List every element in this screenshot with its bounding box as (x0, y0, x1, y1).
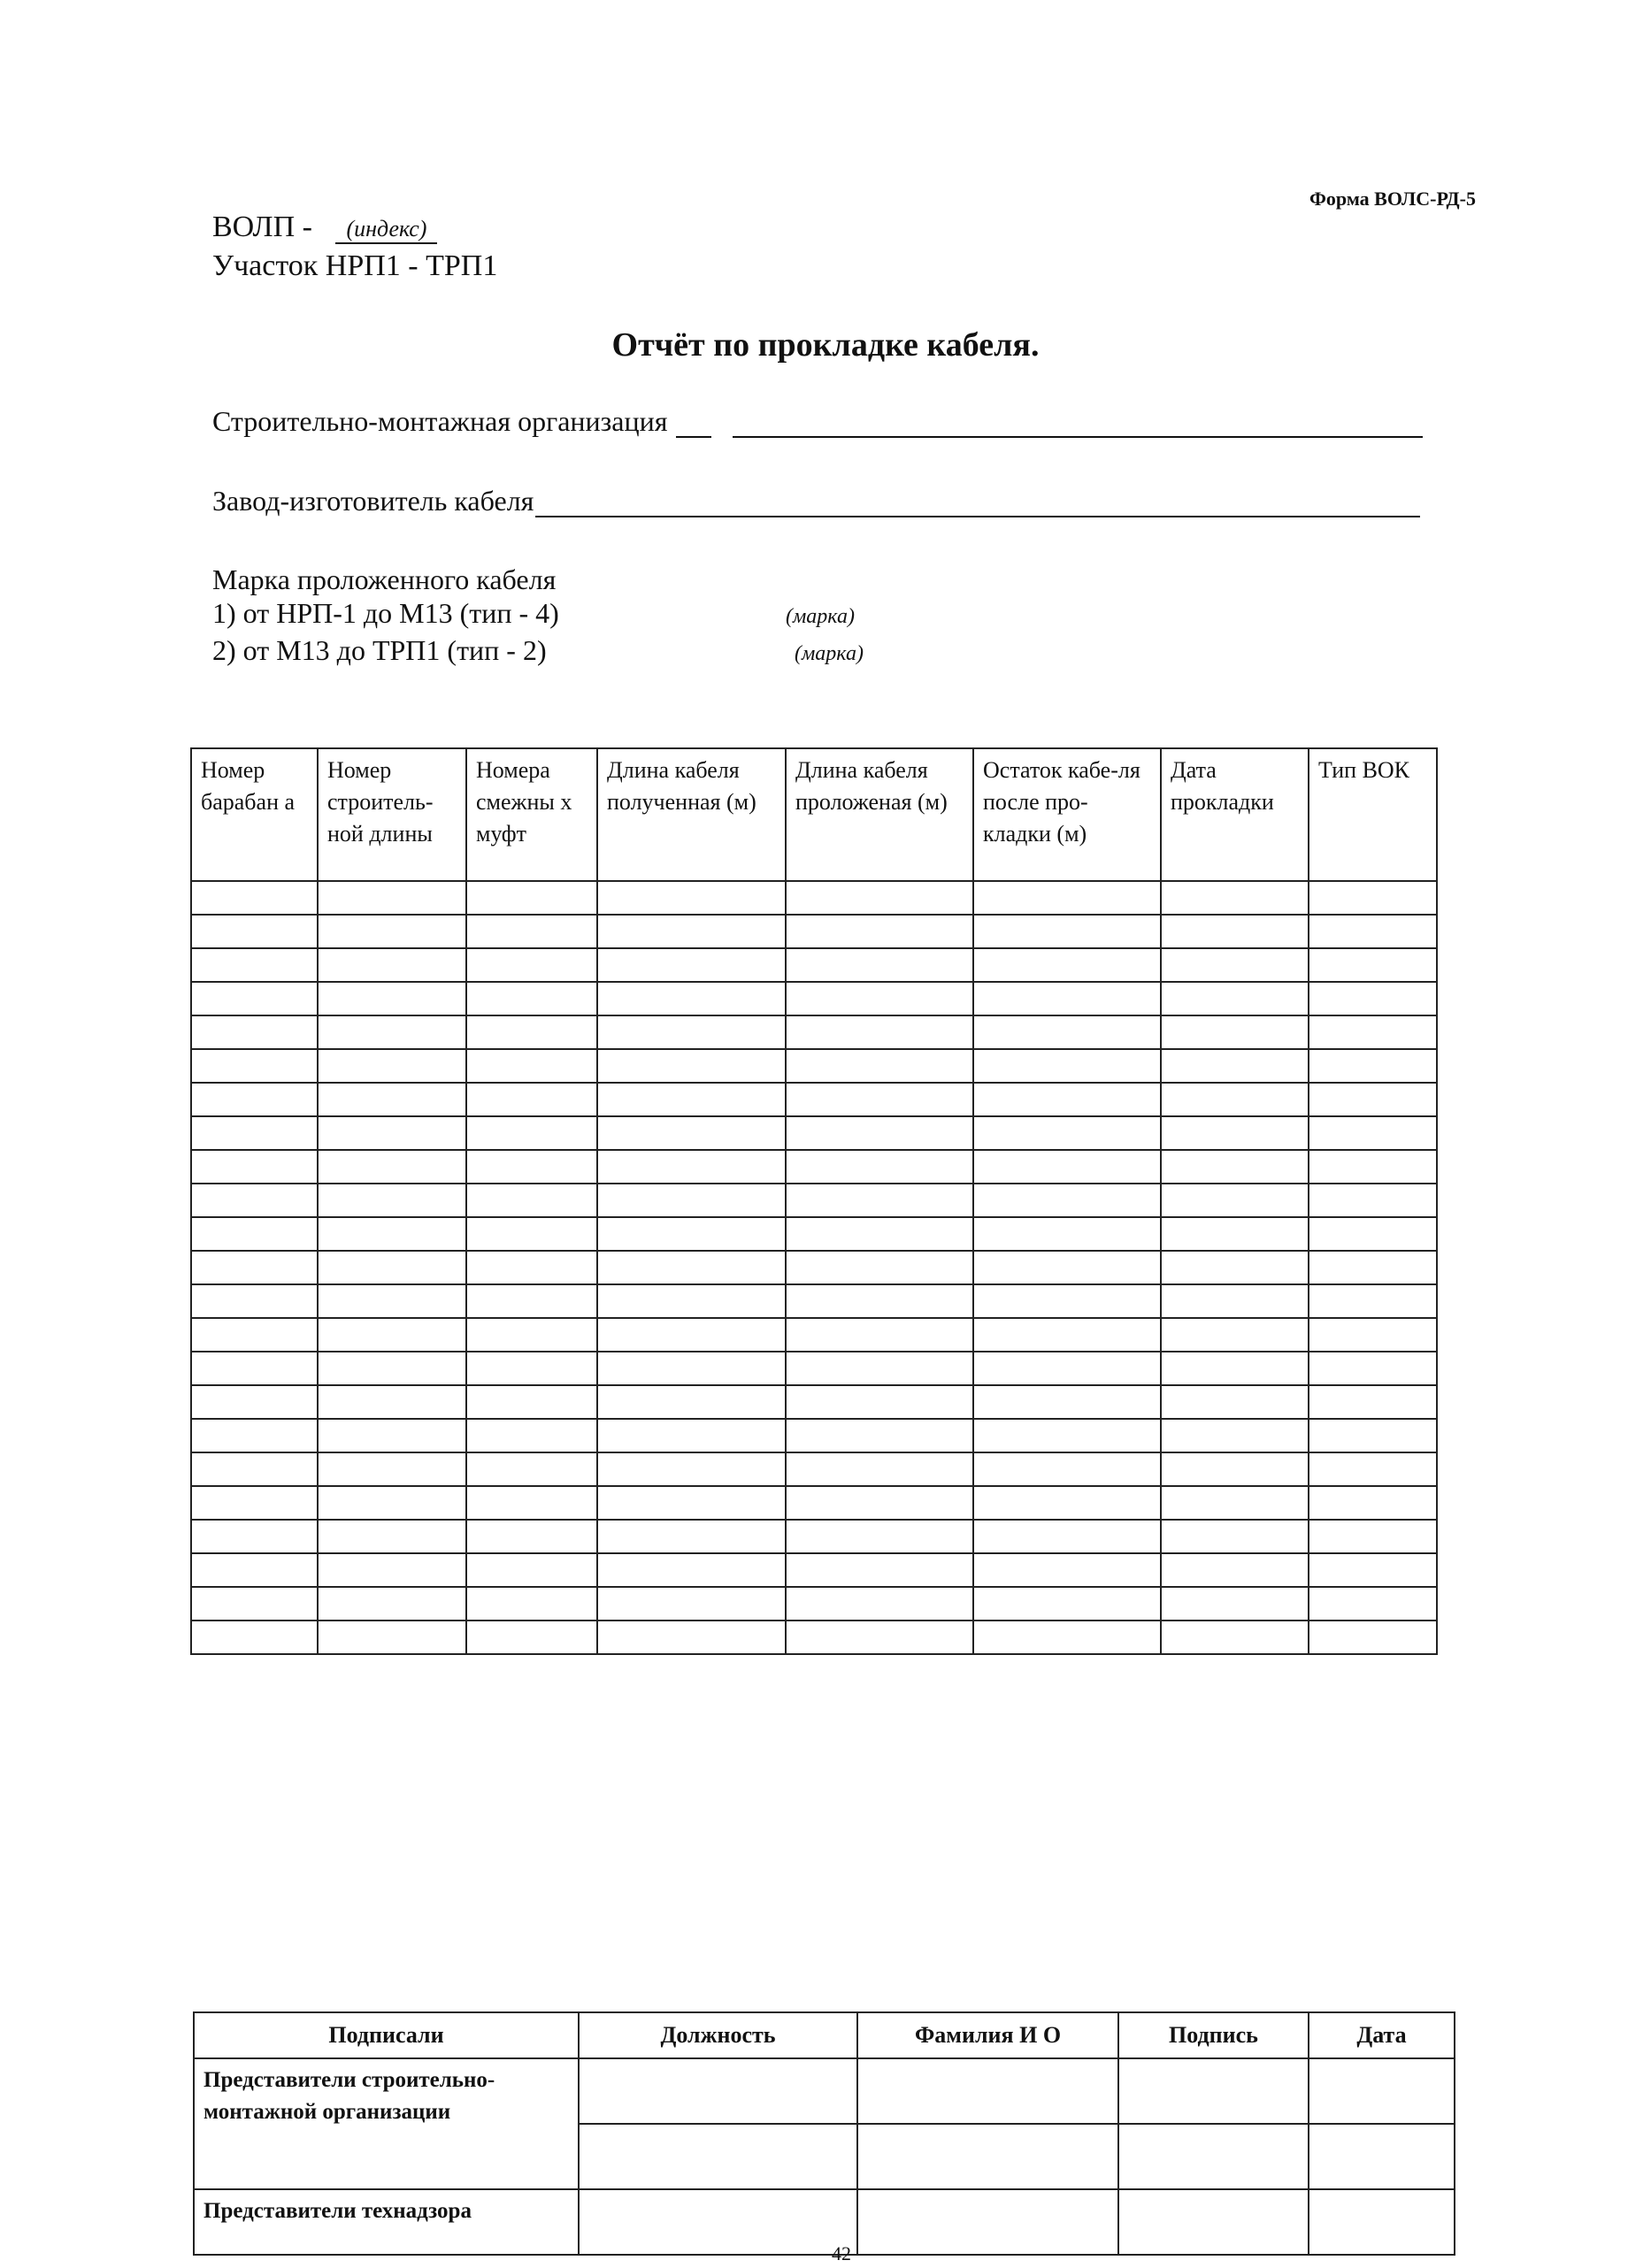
table-cell[interactable] (318, 915, 466, 948)
col-header-type: Тип ВОК (1309, 748, 1437, 881)
table-cell[interactable] (597, 1049, 786, 1083)
table-cell[interactable] (973, 881, 1161, 915)
table-cell[interactable] (786, 1217, 973, 1251)
table-cell[interactable] (466, 948, 597, 982)
table-row (191, 1015, 1437, 1049)
table-cell[interactable] (597, 1150, 786, 1184)
table-cell[interactable] (191, 1587, 318, 1621)
table-row (191, 1486, 1437, 1520)
table-cell[interactable] (191, 1251, 318, 1284)
table-cell[interactable] (597, 1083, 786, 1116)
table-cell[interactable] (318, 1621, 466, 1654)
table-cell[interactable] (191, 1217, 318, 1251)
table-cell[interactable] (973, 1621, 1161, 1654)
table-cell[interactable] (786, 948, 973, 982)
table-cell[interactable] (191, 1116, 318, 1150)
cable-report-table (190, 747, 1438, 1655)
table-cell[interactable] (597, 1520, 786, 1553)
table-cell[interactable] (1161, 1520, 1309, 1553)
table-cell[interactable] (973, 1184, 1161, 1217)
construction-org-label: Строительно-монтажная организация (212, 405, 668, 437)
table-row (191, 1318, 1437, 1352)
table-cell[interactable] (1161, 1184, 1309, 1217)
table-cell[interactable] (786, 1621, 973, 1654)
table-cell[interactable] (1309, 881, 1437, 915)
table-cell[interactable] (973, 1486, 1161, 1520)
sign-row (194, 2189, 1455, 2255)
table-cell[interactable] (318, 1385, 466, 1419)
table-cell[interactable] (1161, 1318, 1309, 1352)
table-row (191, 1452, 1437, 1486)
table-cell[interactable] (318, 1251, 466, 1284)
table-cell[interactable] (466, 982, 597, 1015)
table-cell[interactable] (466, 1621, 597, 1654)
table-cell[interactable] (1161, 1621, 1309, 1654)
table-cell[interactable] (191, 1184, 318, 1217)
table-cell[interactable] (973, 1352, 1161, 1385)
table-cell[interactable] (191, 948, 318, 982)
table-cell[interactable] (1161, 1015, 1309, 1049)
table-cell[interactable] (973, 1150, 1161, 1184)
table-row (191, 1587, 1437, 1621)
table-cell[interactable] (1309, 948, 1437, 982)
table-cell[interactable] (318, 1419, 466, 1452)
manufacturer-field[interactable] (212, 485, 1420, 517)
table-cell[interactable] (1161, 1116, 1309, 1150)
table-cell[interactable] (1161, 1083, 1309, 1116)
table-cell[interactable] (597, 1015, 786, 1049)
cable-marks-heading: Марка проложенного кабеля (212, 563, 557, 595)
table-cell[interactable] (1161, 915, 1309, 948)
table-cell[interactable] (1309, 1419, 1437, 1452)
table-cell[interactable] (318, 1217, 466, 1251)
table-cell[interactable] (973, 1116, 1161, 1150)
sign-cell[interactable] (1118, 2058, 1309, 2124)
table-cell[interactable] (318, 1553, 466, 1587)
sign-col-signature: Подпись (1118, 2012, 1309, 2058)
line-label: ВОЛП - (212, 211, 312, 243)
table-cell[interactable] (318, 1520, 466, 1553)
table-cell[interactable] (191, 1015, 318, 1049)
table-cell[interactable] (1161, 1553, 1309, 1587)
table-cell[interactable] (973, 1587, 1161, 1621)
table-cell[interactable] (1161, 1352, 1309, 1385)
table-cell[interactable] (786, 1553, 973, 1587)
table-cell[interactable] (318, 1116, 466, 1150)
table-cell[interactable] (1309, 1284, 1437, 1318)
table-cell[interactable] (786, 1251, 973, 1284)
sign-col-position: Должность (579, 2012, 857, 2058)
sign-col-signed: Подписали (194, 2012, 579, 2058)
table-row (191, 1352, 1437, 1385)
table-cell[interactable] (973, 948, 1161, 982)
construction-org-line-short (676, 410, 711, 438)
table-cell[interactable] (318, 1049, 466, 1083)
table-cell[interactable] (466, 1251, 597, 1284)
sign-header-row (194, 2012, 1455, 2058)
table-cell[interactable] (191, 1150, 318, 1184)
sign-cell[interactable] (857, 2124, 1118, 2189)
sign-cell[interactable] (579, 2124, 857, 2189)
table-row (191, 948, 1437, 982)
sign-group-construction: Представители строительно-монтажной организации (194, 2058, 579, 2189)
cable-marks (212, 563, 864, 670)
table-cell[interactable] (466, 1486, 597, 1520)
table-cell[interactable] (973, 1385, 1161, 1419)
table-cell[interactable] (466, 1184, 597, 1217)
table-cell[interactable] (466, 1049, 597, 1083)
table-cell[interactable] (597, 1486, 786, 1520)
sign-cell[interactable] (1309, 2189, 1455, 2255)
table-cell[interactable] (786, 881, 973, 915)
section-label: Участок НРП1 - ТРП1 (212, 249, 498, 282)
table-cell[interactable] (1309, 1452, 1437, 1486)
sign-group-supervision: Представители технадзора (194, 2189, 579, 2255)
table-cell[interactable] (191, 1318, 318, 1352)
table-cell[interactable] (973, 1015, 1161, 1049)
table-cell[interactable] (318, 982, 466, 1015)
table-cell[interactable] (597, 1419, 786, 1452)
table-cell[interactable] (466, 1217, 597, 1251)
table-cell[interactable] (786, 1184, 973, 1217)
table-cell[interactable] (466, 1150, 597, 1184)
table-row (191, 1284, 1437, 1318)
table-cell[interactable] (786, 982, 973, 1015)
table-cell[interactable] (1161, 1452, 1309, 1486)
table-cell[interactable] (1309, 915, 1437, 948)
table-cell[interactable] (786, 1049, 973, 1083)
table-cell[interactable] (786, 1419, 973, 1452)
table-cell[interactable] (1161, 1251, 1309, 1284)
table-cell[interactable] (597, 948, 786, 982)
table-cell[interactable] (1161, 1284, 1309, 1318)
sign-col-date: Дата (1309, 2012, 1455, 2058)
table-cell[interactable] (191, 1352, 318, 1385)
table-cell[interactable] (191, 1486, 318, 1520)
table-cell[interactable] (1161, 881, 1309, 915)
table-cell[interactable] (466, 1116, 597, 1150)
table-row (191, 915, 1437, 948)
table-cell[interactable] (597, 1553, 786, 1587)
col-header-drum: Номер барабан а (191, 748, 318, 881)
table-cell[interactable] (191, 1385, 318, 1419)
table-cell[interactable] (973, 1284, 1161, 1318)
table-cell[interactable] (1161, 1217, 1309, 1251)
table-cell[interactable] (597, 881, 786, 915)
table-cell[interactable] (597, 1385, 786, 1419)
sign-cell[interactable] (1118, 2124, 1309, 2189)
table-cell[interactable] (1309, 1520, 1437, 1553)
table-cell[interactable] (191, 1452, 318, 1486)
table-cell[interactable] (597, 1587, 786, 1621)
table-cell[interactable] (1161, 1049, 1309, 1083)
table-cell[interactable] (1161, 1150, 1309, 1184)
table-cell[interactable] (1309, 1251, 1437, 1284)
col-header-remainder: Остаток кабе-ля после про-кладки (м) (973, 748, 1161, 881)
table-cell[interactable] (466, 1083, 597, 1116)
table-cell[interactable] (597, 982, 786, 1015)
page-title: Отчёт по прокладке кабеля. (611, 326, 1040, 364)
sign-col-name: Фамилия И О (857, 2012, 1118, 2058)
table-cell[interactable] (318, 1083, 466, 1116)
table-cell[interactable] (973, 1083, 1161, 1116)
table-cell[interactable] (973, 1217, 1161, 1251)
table-cell[interactable] (786, 1352, 973, 1385)
table-cell[interactable] (191, 1419, 318, 1452)
table-cell[interactable] (1309, 1553, 1437, 1587)
table-cell[interactable] (786, 1116, 973, 1150)
sign-cell[interactable] (579, 2189, 857, 2255)
table-cell[interactable] (597, 1184, 786, 1217)
table-cell[interactable] (466, 1587, 597, 1621)
table-cell[interactable] (466, 1318, 597, 1352)
table-cell[interactable] (318, 1318, 466, 1352)
table-row (191, 1049, 1437, 1083)
table-cell[interactable] (786, 1486, 973, 1520)
table-cell[interactable] (786, 1015, 973, 1049)
index-hint: (индекс) (335, 216, 437, 244)
table-cell[interactable] (786, 1587, 973, 1621)
col-header-date: Дата прокладки (1161, 748, 1309, 881)
table-row (191, 1116, 1437, 1150)
table-cell[interactable] (318, 1352, 466, 1385)
table-cell[interactable] (597, 915, 786, 948)
table-row (191, 1184, 1437, 1217)
table-row (191, 1553, 1437, 1587)
table-cell[interactable] (597, 1251, 786, 1284)
table-cell[interactable] (786, 1452, 973, 1486)
table-cell[interactable] (191, 915, 318, 948)
table-cell[interactable] (191, 1520, 318, 1553)
sign-cell[interactable] (857, 2189, 1118, 2255)
page-number: 42 (832, 2242, 851, 2264)
table-cell[interactable] (1161, 982, 1309, 1015)
table-row (191, 1251, 1437, 1284)
form-code: Форма ВОЛС-РД-5 (1309, 188, 1476, 210)
table-cell[interactable] (1161, 1486, 1309, 1520)
table-cell[interactable] (1309, 1116, 1437, 1150)
table-cell[interactable] (318, 1452, 466, 1486)
manufacturer-line (535, 489, 1420, 517)
table-cell[interactable] (786, 1385, 973, 1419)
construction-org-field[interactable] (212, 405, 1423, 438)
mark-hint-2: (марка) (795, 642, 864, 665)
table-cell[interactable] (786, 1284, 973, 1318)
table-cell[interactable] (191, 982, 318, 1015)
table-cell[interactable] (466, 1520, 597, 1553)
table-cell[interactable] (318, 1284, 466, 1318)
table-cell[interactable] (1309, 1486, 1437, 1520)
col-header-build-length: Номер строитель-ной длины (318, 748, 466, 881)
table-row (191, 1520, 1437, 1553)
table-cell[interactable] (973, 1049, 1161, 1083)
table-cell[interactable] (318, 1587, 466, 1621)
table-cell[interactable] (466, 1419, 597, 1452)
table-cell[interactable] (466, 1284, 597, 1318)
table-cell[interactable] (466, 915, 597, 948)
table-cell[interactable] (786, 1083, 973, 1116)
table-cell[interactable] (191, 1553, 318, 1587)
table-cell[interactable] (973, 915, 1161, 948)
table-cell[interactable] (973, 1419, 1161, 1452)
table-cell[interactable] (597, 1621, 786, 1654)
table-cell[interactable] (466, 1352, 597, 1385)
table-cell[interactable] (1309, 982, 1437, 1015)
table-cell[interactable] (973, 1553, 1161, 1587)
table-cell[interactable] (786, 1318, 973, 1352)
table-cell[interactable] (318, 1184, 466, 1217)
table-cell[interactable] (1309, 1015, 1437, 1049)
sign-cell[interactable] (1118, 2189, 1309, 2255)
cable-mark-2: 2) от М13 до ТРП1 (тип - 2) (марка) (212, 634, 864, 666)
table-cell[interactable] (466, 1553, 597, 1587)
table-cell[interactable] (466, 1385, 597, 1419)
table-cell[interactable] (191, 1083, 318, 1116)
table-cell[interactable] (1309, 1083, 1437, 1116)
table-row (191, 1150, 1437, 1184)
table-cell[interactable] (786, 1520, 973, 1553)
table-cell[interactable] (191, 881, 318, 915)
mark-hint-1: (марка) (786, 605, 855, 628)
table-cell[interactable] (1309, 1385, 1437, 1419)
table-cell[interactable] (1309, 1217, 1437, 1251)
table-cell[interactable] (597, 1318, 786, 1352)
line-id (212, 211, 437, 244)
table-cell[interactable] (1161, 1587, 1309, 1621)
table-cell[interactable] (1309, 1318, 1437, 1352)
table-cell[interactable] (1309, 1587, 1437, 1621)
table-cell[interactable] (318, 1015, 466, 1049)
table-cell[interactable] (191, 1621, 318, 1654)
table-cell[interactable] (466, 1452, 597, 1486)
table-cell[interactable] (597, 1352, 786, 1385)
table-cell[interactable] (318, 1486, 466, 1520)
table-row (191, 1419, 1437, 1452)
sign-cell[interactable] (1309, 2124, 1455, 2189)
table-cell[interactable] (1309, 1621, 1437, 1654)
sign-cell[interactable] (857, 2058, 1118, 2124)
table-cell[interactable] (1309, 1184, 1437, 1217)
table-cell[interactable] (597, 1217, 786, 1251)
col-header-length-laid: Длина кабеля проложеная (м) (786, 748, 973, 881)
signatures-table (193, 2011, 1455, 2256)
cable-mark-1: 1) от НРП-1 до М13 (тип - 4) (марка) (212, 597, 855, 629)
table-cell[interactable] (318, 948, 466, 982)
table-row (191, 1621, 1437, 1654)
table-cell[interactable] (597, 1452, 786, 1486)
col-header-length-received: Длина кабеля полученная (м) (597, 748, 786, 881)
table-row (191, 1083, 1437, 1116)
sign-cell[interactable] (1309, 2058, 1455, 2124)
table-header-row (191, 748, 1437, 881)
table-row (191, 1217, 1437, 1251)
table-cell[interactable] (786, 1150, 973, 1184)
table-row (191, 881, 1437, 915)
table-row (191, 1385, 1437, 1419)
table-cell[interactable] (318, 1150, 466, 1184)
table-cell[interactable] (973, 1251, 1161, 1284)
sign-cell[interactable] (579, 2058, 857, 2124)
table-cell[interactable] (1161, 948, 1309, 982)
table-cell[interactable] (1309, 1352, 1437, 1385)
table-cell[interactable] (466, 1015, 597, 1049)
table-cell[interactable] (597, 1116, 786, 1150)
table-cell[interactable] (191, 1049, 318, 1083)
table-cell[interactable] (786, 915, 973, 948)
table-cell[interactable] (1161, 1385, 1309, 1419)
sign-row (194, 2058, 1455, 2124)
table-cell[interactable] (318, 881, 466, 915)
construction-org-line (733, 410, 1423, 438)
col-header-splices: Номера смежны х муфт (466, 748, 597, 881)
table-cell[interactable] (1309, 1049, 1437, 1083)
table-cell[interactable] (973, 1452, 1161, 1486)
table-cell[interactable] (1309, 1150, 1437, 1184)
table-cell[interactable] (973, 1520, 1161, 1553)
table-cell[interactable] (466, 881, 597, 915)
table-cell[interactable] (973, 1318, 1161, 1352)
table-cell[interactable] (191, 1284, 318, 1318)
manufacturer-label: Завод-изготовитель кабеля (212, 485, 534, 517)
table-row (191, 982, 1437, 1015)
table-cell[interactable] (597, 1284, 786, 1318)
table-cell[interactable] (973, 982, 1161, 1015)
table-cell[interactable] (1161, 1419, 1309, 1452)
